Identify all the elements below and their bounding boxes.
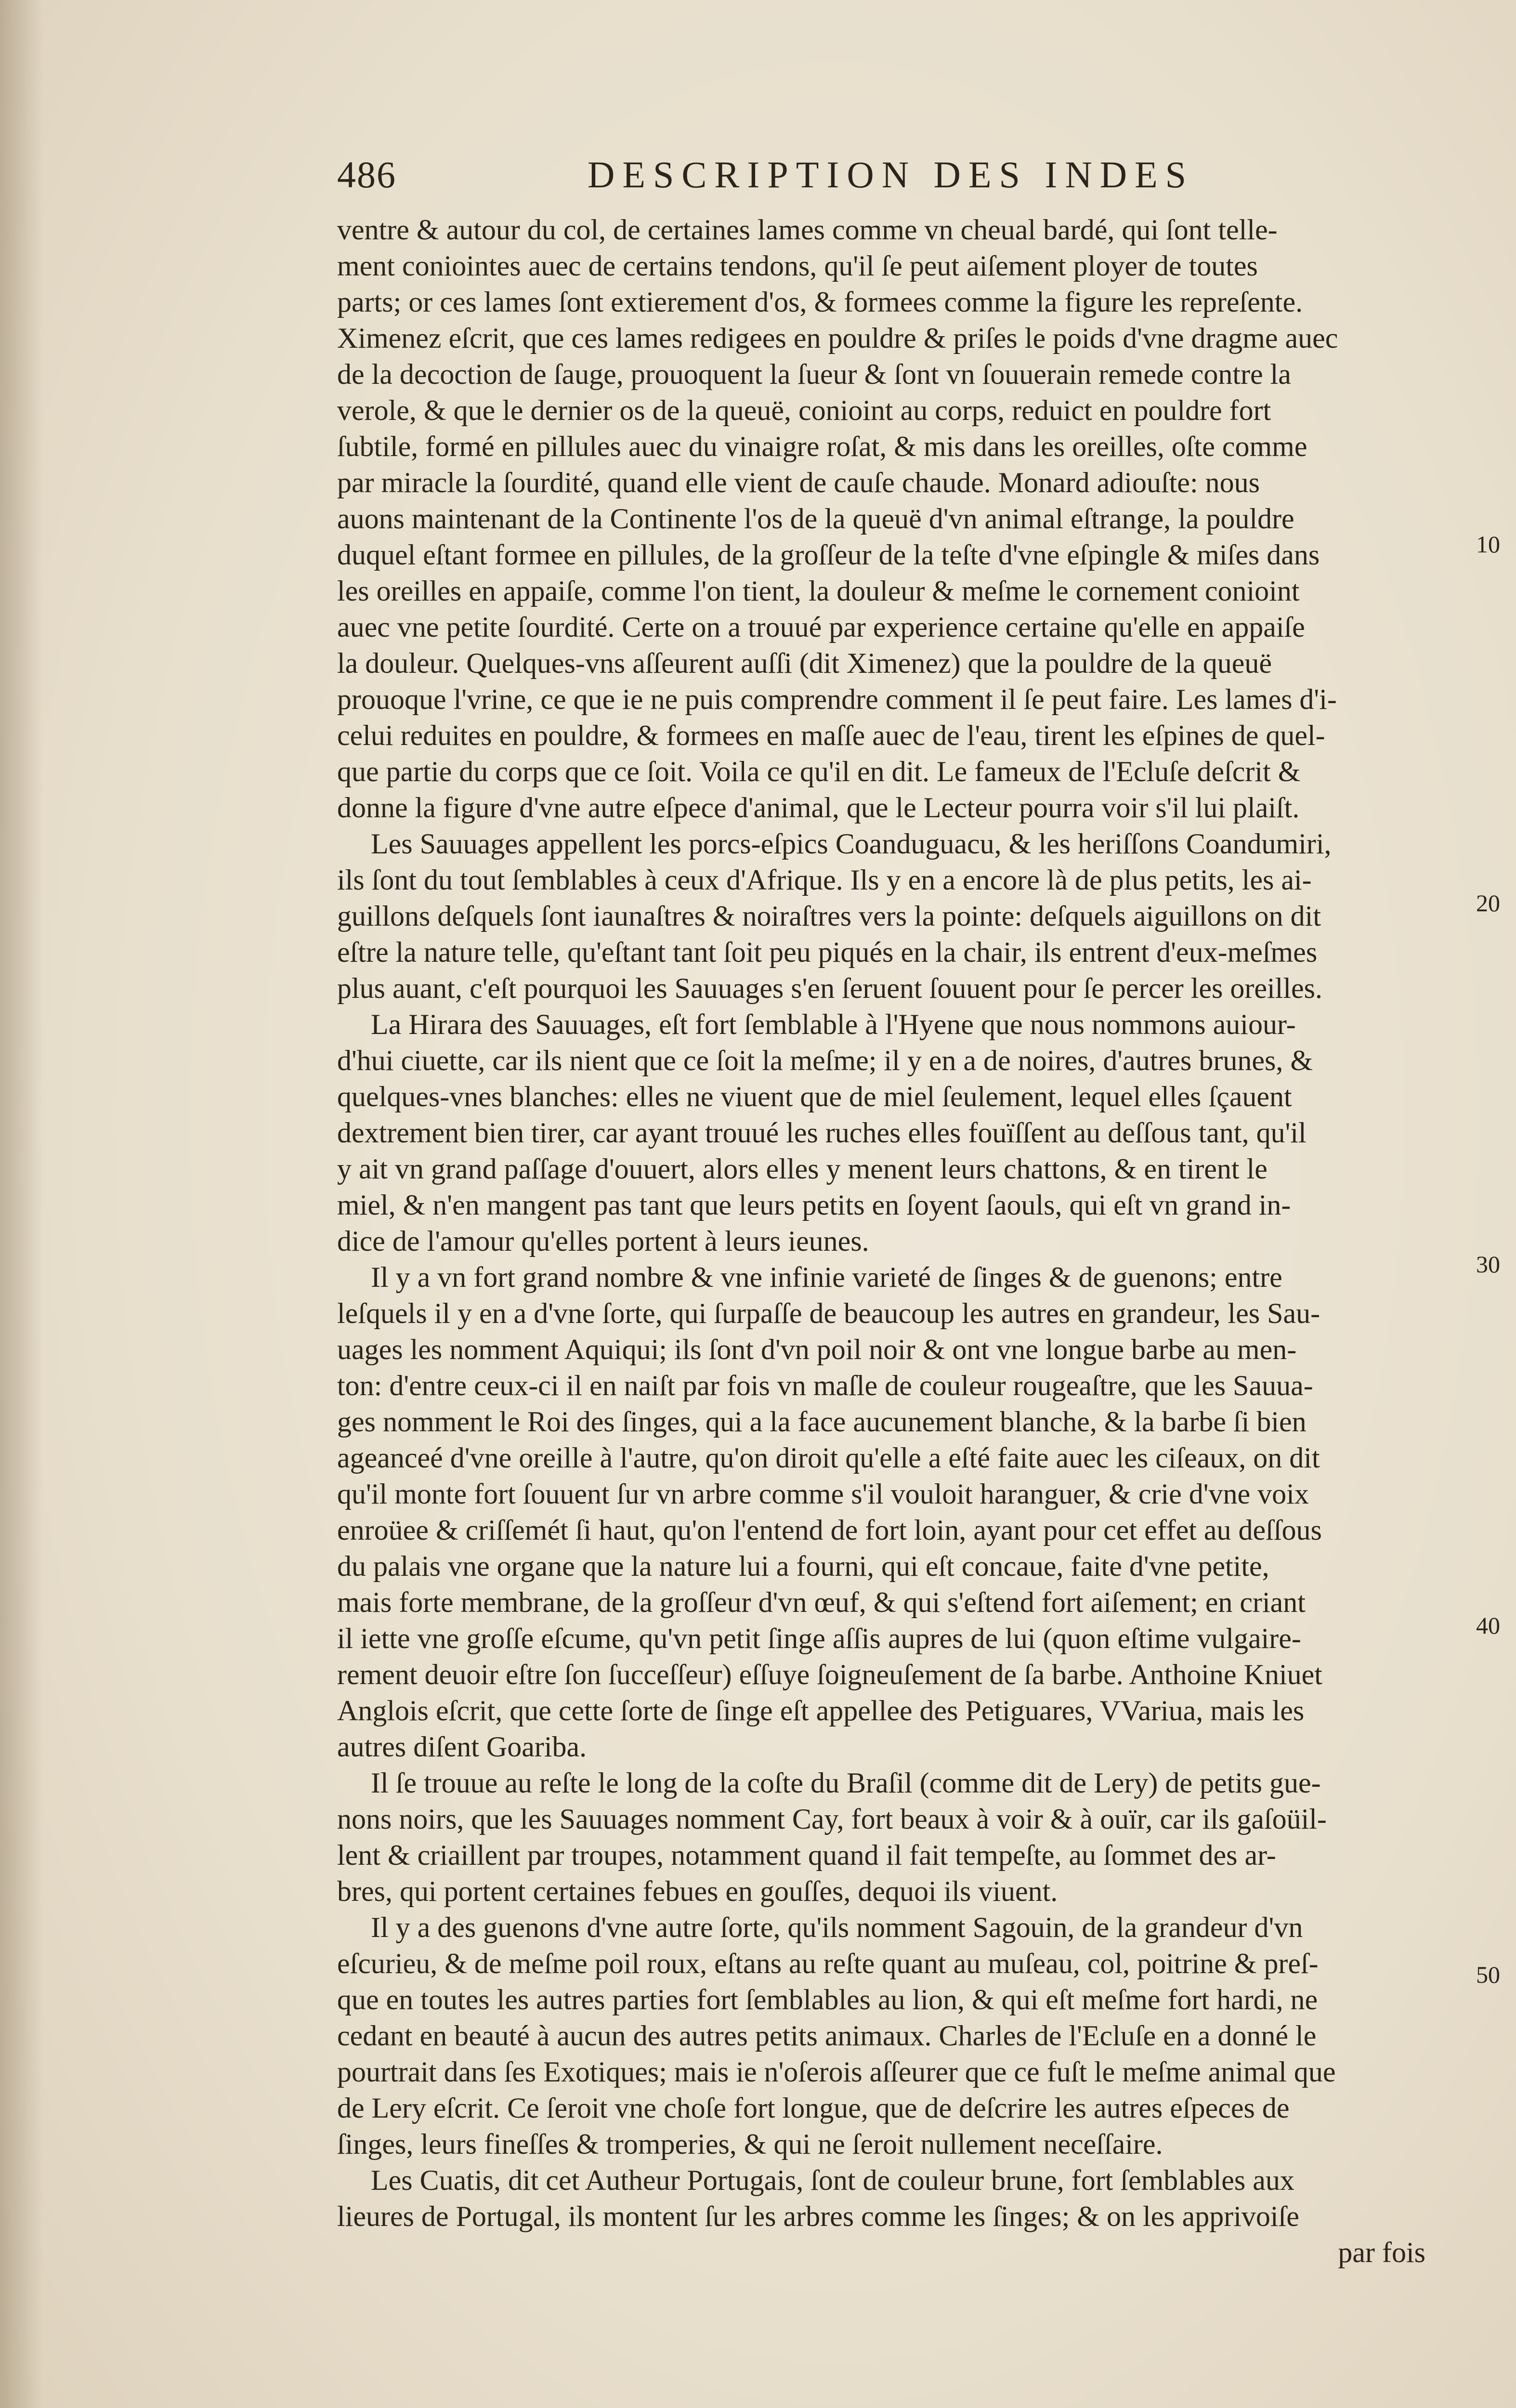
text-line: quelques-vnes blanches: elles ne viuent que de miel ſeulement, lequel elles ſçauent (337, 1081, 1292, 1112)
page-number: 486 (337, 154, 396, 196)
text-line: eſcurieu, & de meſme poil roux, eſtans au reſte quant au muſeau, col, poitrine & preſ- (337, 1948, 1319, 1979)
text-line: auec vne petite ſourdité. Certe on a trouué par experience certaine qu'elle en appaiſe (337, 611, 1305, 643)
text-line: miel, & n'en mangent pas tant que leurs petits en ſoyent ſaouls, qui eſt vn grand in- (337, 1189, 1291, 1221)
text-line: dextrement bien tirer, car ayant trouué les ruches elles fouïſſent au deſſous tant, qu'il (337, 1117, 1307, 1149)
text-line: lent & criaillent par troupes, notamment quand il fait tempeſte, au ſommet des ar- (337, 1839, 1276, 1871)
text-line: ils ſont du tout ſemblables à ceux d'Afrique. Ils y en a encore là de plus petits, les ai- (337, 864, 1312, 896)
text-line: autres diſent Goariba. (337, 1731, 587, 1763)
text-line: de la decoction de ſauge, prouoquent la ſueur & ſont vn ſouuerain remede contre la (337, 358, 1291, 390)
page-header (337, 153, 1397, 211)
text-line: qu'il monte fort ſouuent ſur vn arbre comme s'il vouloit haranguer, & crie d'vne voix (337, 1478, 1309, 1510)
text-line: bres, qui portent certaines febues en gouſſes, dequoi ils viuent. (337, 1875, 1058, 1907)
text-line: ment coniointes auec de certains tendons, qu'il ſe peut aiſement ployer de toutes (337, 250, 1258, 282)
text-line: rement deuoir eſtre ſon ſucceſſeur) eſſuye ſoigneuſement de ſa barbe. Anthoine Kniuet (337, 1659, 1322, 1690)
text-line: ventre & autour du col, de certaines lames comme vn cheual bardé, qui ſont telle- (337, 214, 1278, 246)
paragraph-start-line: Les Cuatis, dit cet Autheur Portugais, ſont de couleur brune, fort ſemblables aux (371, 2164, 1294, 2196)
text-line: verole, & que le dernier os de la queuë, conioint au corps, reduict en pouldre fort (337, 394, 1271, 426)
text-line: y ait vn grand paſſage d'ouuert, alors elles y menent leurs chattons, & en tirent le (337, 1153, 1268, 1185)
text-line: que en toutes les autres parties fort ſemblables au lion, & qui eſt meſme fort hardi, ne (337, 1984, 1318, 2015)
text-line: dice de l'amour qu'elles portent à leurs ieunes. (337, 1225, 869, 1257)
text-line: celui reduites en pouldre, & formees en maſſe auec de l'eau, tirent les eſpines de quel- (337, 720, 1325, 751)
text-line: la douleur. Quelques-vns aſſeurent auſſi (dit Ximenez) que la pouldre de la queuë (337, 647, 1272, 679)
text-line: duquel eſtant formee en pillules, de la groſſeur de la teſte d'vne eſpingle & miſes dans (337, 539, 1320, 571)
text-line: plus auant, c'eſt pourquoi les Sauuages s'en ſeruent ſouuent pour ſe percer les oreilles. (337, 972, 1323, 1004)
text-line: guillons deſquels ſont iaunaſtres & noiraſtres vers la pointe: deſquels aiguillons on dit (337, 900, 1321, 932)
line-number-10: 10 (1476, 531, 1500, 558)
text-line: leſquels il y en a d'vne ſorte, qui ſurpaſſe de beaucoup les autres en grandeur, les Sau- (337, 1297, 1320, 1329)
text-line: nons noirs, que les Sauuages nomment Cay, fort beaux à voir & à ouïr, car ils gaſoüil- (337, 1803, 1327, 1835)
text-line: prouoque l'vrine, ce que ie ne puis comprendre comment il ſe peut faire. Les lames d'i- (337, 683, 1337, 715)
line-number-20: 20 (1476, 890, 1500, 916)
line-number-30: 30 (1476, 1251, 1500, 1278)
text-line: par miracle la ſourdité, quand elle vient de cauſe chaude. Monard adiouſte: nous (337, 467, 1260, 498)
text-line: d'hui ciuette, car ils nient que ce ſoit la meſme; il y en a de noires, d'autres brunes, & (337, 1045, 1313, 1076)
line-number-50: 50 (1476, 1961, 1500, 1988)
text-line: ſubtile, formé en pillules auec du vinaigre roſat, & mis dans les oreilles, oſte comme (337, 431, 1307, 462)
text-line: les oreilles en appaiſe, comme l'on tient, la douleur & meſme le cornement conioint (337, 575, 1300, 607)
text-line: Ximenez eſcrit, que ces lames redigees en pouldre & priſes le poids d'vne dragme auec (337, 322, 1338, 354)
text-line: eſtre la nature telle, qu'eſtant tant ſoit peu piqués en la chair, ils entrent d'eux-meſmes (337, 936, 1318, 968)
paragraph-start-line: La Hirara des Sauuages, eſt fort ſemblable à l'Hyene que nous nommons auiour- (371, 1008, 1296, 1040)
text-line: de Lery eſcrit. Ce ſeroit vne choſe fort longue, que de deſcrire les autres eſpeces de (337, 2092, 1290, 2124)
paragraph-start-line: Il ſe trouue au reſte le long de la coſte du Braſil (comme dit de Lery) de petits gue- (371, 1767, 1321, 1799)
text-line: ton: d'entre ceux-ci il en naiſt par fois vn maſle de couleur rougeaſtre, que les Sauua- (337, 1370, 1313, 1401)
text-line: ageanceé d'vne oreille à l'autre, qu'on diroit qu'elle a eſté faite auec les ciſeaux, on dit (337, 1442, 1320, 1474)
text-line: lieures de Portugal, ils montent ſur les arbres comme les ſinges; & on les apprivoiſe (337, 2200, 1299, 2232)
text-line: ſinges, leurs fineſſes & tromperies, & qui ne ſeroit nullement neceſſaire. (337, 2128, 1163, 2160)
text-line: donne la figure d'vne autre eſpece d'animal, que le Lecteur pourra voir s'il lui plaiſt. (337, 792, 1300, 824)
text-line: Anglois eſcrit, que cette ſorte de ſinge eſt appellee des Petiguares, VVariua, mais les (337, 1695, 1305, 1727)
catchword: par fois (1338, 2237, 1425, 2268)
line-number-40: 40 (1476, 1612, 1500, 1639)
text-line: parts; or ces lames ſont extierement d'os, & formees comme la figure les repreſente. (337, 286, 1303, 318)
text-line: enroüee & criſſemét ſi haut, qu'on l'entend de fort loin, ayant pour cet effet au deſſous (337, 1514, 1322, 1546)
paragraph-start-line: Il y a des guenons d'vne autre ſorte, qu'ils nomment Sagouin, de la grandeur d'vn (371, 1911, 1303, 1943)
text-line: mais forte membrane, de la groſſeur d'vn œuf, & qui s'eſtend fort aiſement; en criant (337, 1586, 1306, 1618)
gutter-shadow (0, 0, 43, 2408)
text-line: du palais vne organe que la nature lui a fourni, qui eſt concaue, faite d'vne petite, (337, 1550, 1269, 1582)
running-title: DESCRIPTION DES INDES (588, 154, 1194, 196)
text-line: il iette vne groſſe eſcume, qu'vn petit ſinge aſſis aupres de lui (quon eſtime vulgaire- (337, 1623, 1301, 1654)
paragraph-start-line: Les Sauuages appellent les porcs-eſpics Coanduguacu, & les heriſſons Coandumiri, (371, 828, 1332, 860)
text-line: cedant en beauté à aucun des autres petits animaux. Charles de l'Ecluſe en a donné le (337, 2020, 1317, 2052)
text-line: uages les nomment Aquiqui; ils ſont d'vn poil noir & ont vne longue barbe au men- (337, 1334, 1297, 1365)
text-line: pourtrait dans ſes Exotiques; mais ie n'oſerois aſſeurer que ce fuſt le meſme animal que (337, 2056, 1336, 2088)
text-line: que partie du corps que ce ſoit. Voila ce qu'il en dit. Le fameux de l'Ecluſe deſcrit & (337, 756, 1301, 787)
paragraph-start-line: Il y a vn fort grand nombre & vne infinie varieté de ſinges & de guenons; entre (371, 1261, 1282, 1293)
text-line: auons maintenant de la Continente l'os de la queuë d'vn animal eſtrange, la pouldre (337, 503, 1294, 535)
text-line: ges nomment le Roi des ſinges, qui a la face aucunement blanche, & la barbe ſi bien (337, 1406, 1307, 1438)
